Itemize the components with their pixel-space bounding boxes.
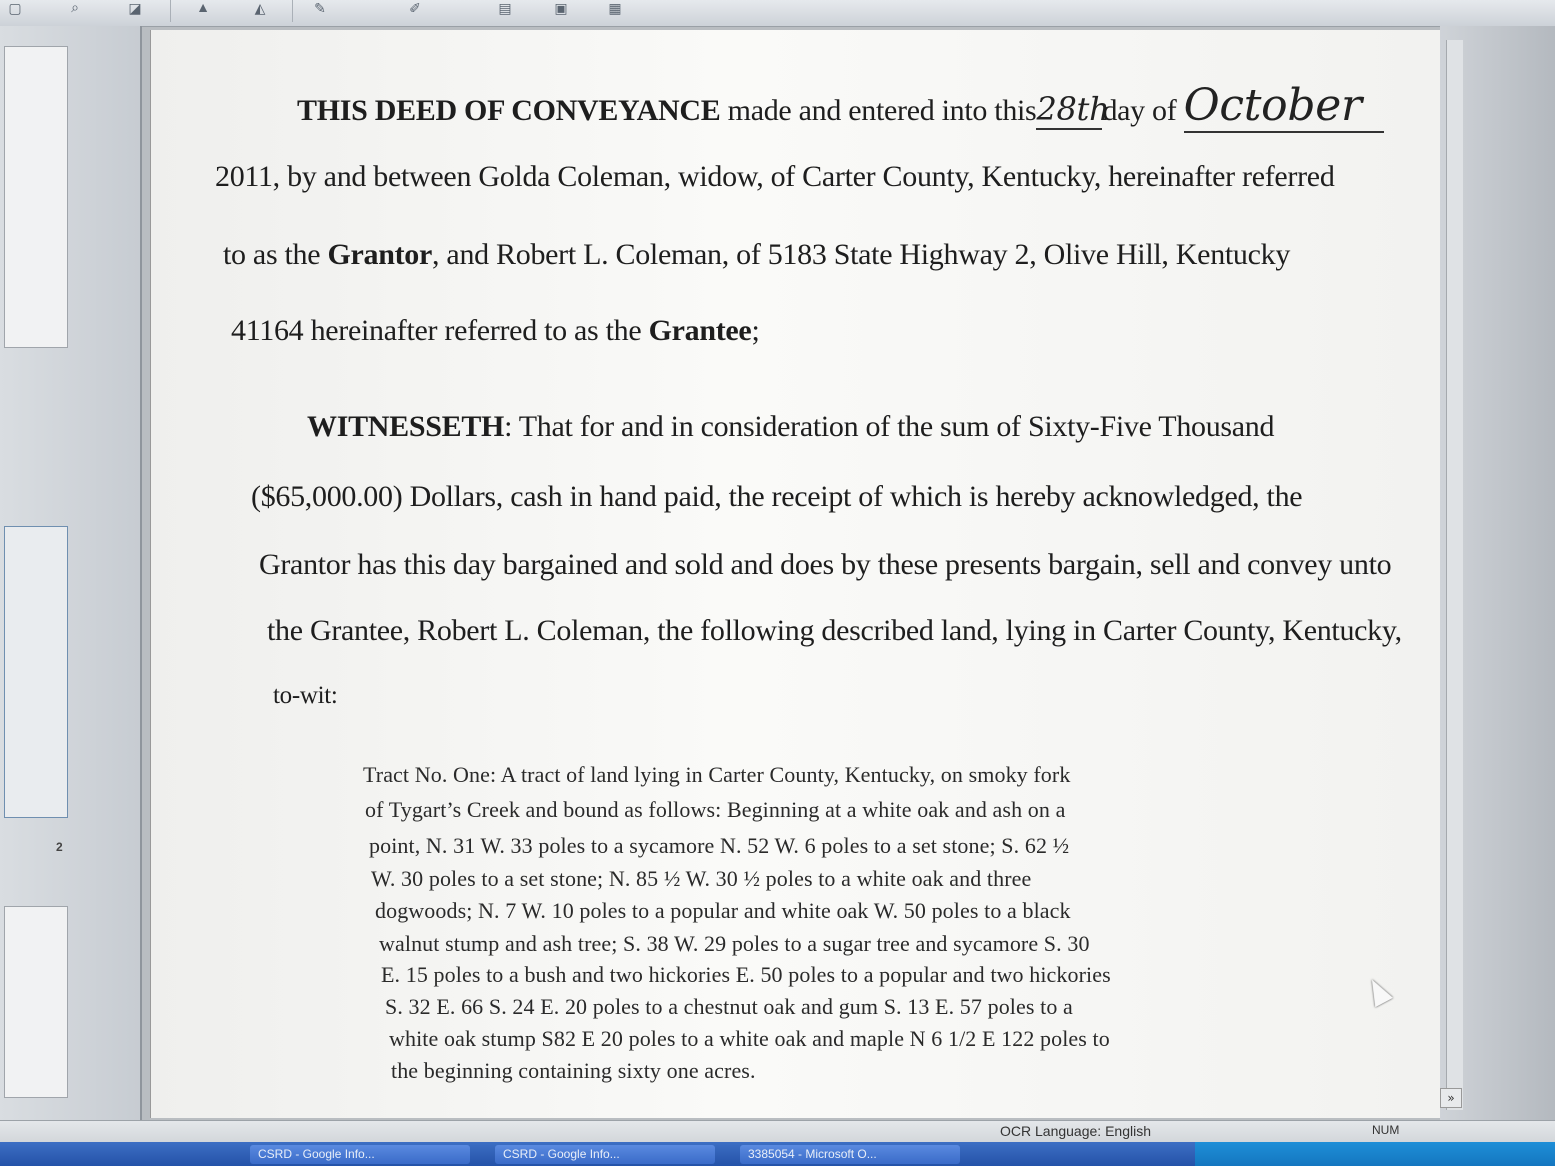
tract-line: Tract No. One: A tract of land lying in Carter County, Kentucky, on smoky fork	[363, 762, 1071, 787]
deed-line: ($65,000.00) Dollars, cash in hand paid, the receipt of which is hereby acknowledged, the	[251, 480, 1303, 513]
select-icon[interactable]: ▢	[8, 1, 22, 17]
zoom-icon[interactable]: ⌕	[71, 1, 79, 16]
document-page[interactable]	[150, 30, 1441, 1118]
deed-title: THIS DEED OF CONVEYANCE	[297, 94, 721, 127]
highlighter-icon[interactable]: ✐	[409, 1, 421, 17]
system-tray	[1195, 1142, 1555, 1166]
page-thumbnails-pane	[0, 26, 142, 1120]
toolbar	[0, 0, 1555, 27]
deed-line: Grantor has this day bargained and sold and does by these presents bargain, sell and convey unto	[259, 548, 1392, 581]
picture-block-icon[interactable]: ▣	[554, 1, 568, 17]
tract-line: W. 30 poles to a set stone; N. 85 ½ W. 30 ½ poles to a white oak and three	[371, 866, 1032, 891]
tract-line: walnut stump and ash tree; S. 38 W. 29 poles to a sugar tree and sycamore S. 30	[379, 931, 1090, 956]
tract-line: E. 15 poles to a bush and two hickories E. 50 poles to a popular and two hickories	[381, 962, 1111, 987]
handwritten-day: 28th	[1036, 90, 1110, 128]
ocr-language-status: OCR Language: English	[1000, 1123, 1151, 1139]
handwritten-month: October	[1184, 80, 1384, 133]
deed-title-line: THIS DEED OF CONVEYANCE made and entered into this28thday of October	[297, 80, 1384, 133]
page-thumbnail-selected[interactable]	[4, 526, 68, 818]
page-thumbnail[interactable]	[4, 906, 68, 1098]
deed-line: to as the Grantor, and Robert L. Coleman, of 5183 State Highway 2, Olive Hill, Kentucky	[223, 238, 1291, 271]
vertical-scrollbar[interactable]	[1446, 40, 1463, 1110]
taskbar-item[interactable]: CSRD - Google Info...	[250, 1145, 470, 1164]
tract-line: the beginning containing sixty one acres.	[391, 1058, 756, 1083]
deed-line: to-wit:	[273, 682, 338, 709]
tract-line: S. 32 E. 66 S. 24 E. 20 poles to a chestnut oak and gum S. 13 E. 57 poles to a	[385, 994, 1073, 1019]
table-block-icon[interactable]: ▦	[608, 1, 622, 17]
deed-line: the Grantee, Robert L. Coleman, the following described land, lying in Carter County, Kentucky,	[267, 614, 1402, 647]
deed-line: 41164 hereinafter referred to as the Grantee;	[231, 314, 760, 347]
tract-line: of Tygart’s Creek and bound as follows: Beginning at a white oak and ash on a	[365, 797, 1066, 822]
image-icon[interactable]: ▲	[196, 1, 210, 16]
scroll-down-icon[interactable]: »	[1440, 1088, 1462, 1108]
deed-line: 2011, by and between Golda Coleman, widow, of Carter County, Kentucky, hereinafter referred	[215, 160, 1335, 193]
num-lock-indicator: NUM	[1372, 1123, 1400, 1137]
taskbar-item[interactable]: CSRD - Google Info...	[495, 1145, 715, 1164]
taskbar-item[interactable]: 3385054 - Microsoft O...	[740, 1145, 960, 1164]
page-number: 2	[56, 840, 63, 854]
tract-line: dogwoods; N. 7 W. 10 poles to a popular and white oak W. 50 poles to a black	[375, 898, 1071, 923]
image-icon[interactable]: ◪	[128, 1, 142, 17]
text-block-icon[interactable]: ▤	[498, 1, 512, 17]
tract-line: white oak stump S82 E 20 poles to a white oak and maple N 6 1/2 E 122 poles to	[389, 1026, 1110, 1051]
pen-icon[interactable]: ✎	[314, 1, 326, 17]
status-bar	[0, 1120, 1555, 1143]
taskbar	[0, 1142, 1555, 1166]
witnesseth-line: WITNESSETH: That for and in consideration of the sum of Sixty-Five Thousand	[307, 410, 1275, 443]
image-crop-icon[interactable]: ◭	[254, 1, 266, 17]
tract-line: point, N. 31 W. 33 poles to a sycamore N. 52 W. 6 poles to a set stone; S. 62 ½	[369, 833, 1070, 858]
page-thumbnail[interactable]	[4, 46, 68, 348]
